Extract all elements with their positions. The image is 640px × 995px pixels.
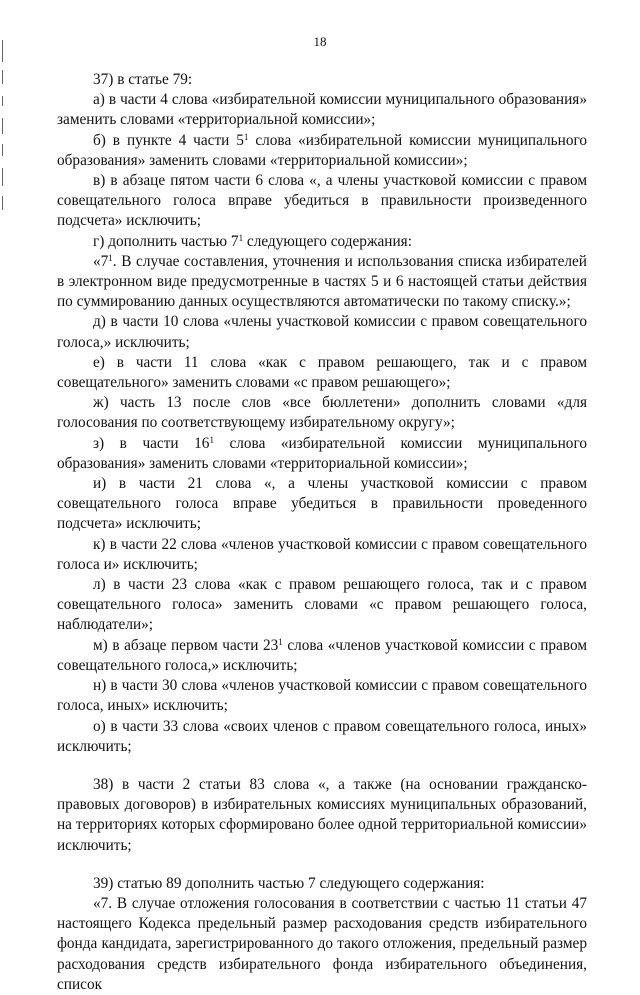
paragraph-text: з) в части 16 [93, 434, 210, 452]
paragraph [57, 434, 587, 474]
paragraph-gap [57, 856, 587, 874]
paragraph-text: слова «избирательной комиссии муниципального образования» заменить словами «территориальной комиссии»; [57, 131, 588, 169]
superscript: 1 [278, 636, 283, 647]
paragraph: д) в части 10 слова «члены участковой комиссии с правом совещательного голоса,» исключить; [57, 313, 587, 351]
paragraph-text: «7 [93, 252, 109, 270]
paragraph-text: слова «членов участковой комиссии с правом совещательного голоса,» исключить; [57, 636, 587, 674]
paragraph: «7. В случае отложения голосования в соответствии с частью 11 статьи 47 настоящего Кодекса предельный размер расходования средств избирательного фонда кандидата, зарегистрированного до такого отложения, предельный размер расходования средств избирательного фонда избирательного объединения, список [57, 894, 587, 993]
paragraph [57, 232, 587, 252]
paragraph: в) в абзаце пятом части 6 слова «, а члены участковой комиссии с правом совещательного голоса вправе убедиться в правильности произведенного подсчета» исключить; [57, 172, 587, 230]
paragraph-text: б) в пункте 4 части 5 [93, 131, 244, 149]
paragraph: и) в части 21 слова «, а члены участковой комиссии с правом совещательного голоса вправе убедиться в правильности проведенного подсчета» исключить; [57, 475, 587, 533]
paragraph-text: слова «избирательной комиссии муниципального образования» заменить словами «территориальной комиссии»; [57, 434, 587, 472]
paragraph: 37) в статье 79: [93, 71, 193, 88]
paragraph-text: м) в абзаце первом части 23 [93, 636, 279, 654]
paragraph-text: следующего содержания: [243, 232, 412, 250]
paragraph-text: г) дополнить частью 7 [93, 232, 239, 250]
paragraph: н) в части 30 слова «членов участковой комиссии с правом совещательного голоса, иных» исключить; [57, 677, 587, 715]
document-body [57, 70, 587, 995]
paragraph: л) в части 23 слова «как с правом решающего голоса, так и с правом совещательного голоса» заменить словами «с правом решающего голоса, наблюдатели»; [57, 576, 587, 634]
paragraph: е) в части 11 слова «как с правом решающего, так и с правом совещательного» заменить словами «с правом решающего»; [57, 353, 587, 392]
paragraph-text: . В случае составления, уточнения и использования списка избирателей в электронном виде предусмотренные в частях 5 и 6 настоящей статьи действия по суммированию данных осуществляются автоматически по такому списку.»; [57, 252, 587, 311]
superscript: 1 [238, 232, 244, 243]
page-number: 18 [313, 34, 327, 49]
paragraph: 38) в части 2 статьи 83 слова «, а также (на основании гражданско-правовых договоров) в избирательных комиссиях муниципальных образований, на территориях которых сформировано более одной территориальной комиссии» исключить; [57, 775, 587, 854]
paragraph [57, 636, 587, 676]
paragraph: а) в части 4 слова «избирательной комиссии муниципального образования» заменить словами «территориальной комиссии»; [57, 91, 587, 129]
paragraph: 39) статью 89 дополнить частью 7 следующего содержания: [93, 874, 485, 892]
paragraph: ж) часть 13 после слов «все бюллетени» дополнить словами «для голосования по соответствующему избирательному округу»; [57, 394, 587, 432]
paragraph [57, 131, 587, 171]
paragraph: к) в части 22 слова «членов участковой комиссии с правом совещательного голоса и» исключить; [57, 535, 587, 573]
scan-margin-marks [2, 40, 5, 220]
paragraph-gap [57, 757, 587, 775]
superscript: 1 [108, 252, 113, 263]
superscript: 1 [209, 434, 214, 445]
paragraph [57, 252, 587, 313]
paragraph: о) в части 33 слова «своих членов с правом совещательного голоса, иных» исключить; [57, 717, 587, 755]
superscript: 1 [243, 131, 249, 142]
